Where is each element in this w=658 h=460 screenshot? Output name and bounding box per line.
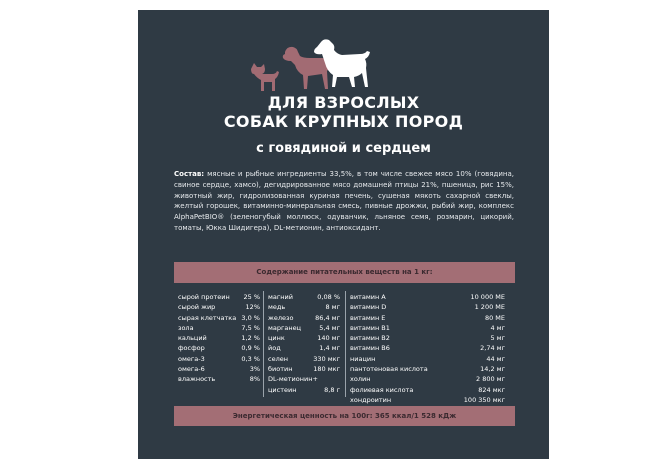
- nutrient-name: пантотеновая кислота: [350, 365, 428, 374]
- nutrient-row: [178, 333, 260, 343]
- nutrient-name: омега-3: [178, 354, 205, 363]
- nutrient-value: 3%: [249, 365, 260, 374]
- nutrient-row: [268, 333, 340, 343]
- nutrient-name: марганец: [268, 323, 302, 332]
- nutrient-value: 5,4 мг: [319, 323, 340, 332]
- nutrient-value: 330 мкг: [313, 354, 340, 363]
- nutrient-value: 25 %: [243, 293, 260, 301]
- product-label-panel: [138, 10, 549, 459]
- nutrient-row: [350, 374, 505, 384]
- composition-text: [174, 169, 514, 234]
- nutrition-column-macros: [178, 292, 260, 397]
- nutrient-row: [268, 385, 340, 395]
- nutrient-value: 2,74 мг: [480, 344, 505, 353]
- nutrient-value: 80 МЕ: [484, 313, 505, 322]
- nutrient-row: [350, 385, 505, 395]
- nutrient-row: [178, 302, 260, 312]
- nutrient-row: [268, 374, 340, 384]
- nutrient-row: [350, 354, 505, 364]
- title-line-2: СОБАК КРУПНЫХ ПОРОД: [223, 112, 464, 131]
- nutrient-value: 0,9 %: [241, 344, 260, 353]
- nutrient-value: 0,3 %: [241, 354, 260, 363]
- nutrient-name: холин: [350, 375, 371, 384]
- nutrient-name: сырая клетчатка: [178, 313, 237, 322]
- nutrient-row: [178, 374, 260, 384]
- nutrient-row: [178, 364, 260, 374]
- nutrient-value: 1,2 %: [241, 334, 260, 343]
- dogs-icon: [245, 36, 373, 92]
- nutrient-name: железо: [268, 313, 294, 322]
- nutrient-value: 7,5 %: [241, 323, 260, 332]
- nutrient-name: биотин: [268, 365, 293, 374]
- nutrient-value: 824 мкг: [478, 385, 505, 394]
- nutrient-value: 10 000 МЕ: [470, 293, 505, 301]
- nutrient-name: витамин В2: [350, 334, 390, 343]
- nutrient-value: 14,2 мг: [480, 365, 505, 374]
- nutrient-value: 12%: [245, 303, 260, 312]
- nutrient-name: цинк: [268, 334, 285, 343]
- nutrient-name: фосфор: [178, 344, 205, 353]
- composition-label: Состав:: [174, 170, 205, 178]
- nutrient-value: 4 мг: [490, 323, 505, 332]
- nutrient-value: 180 мкг: [313, 365, 340, 374]
- nutrient-value: 44 мг: [486, 354, 505, 363]
- nutrient-row: [268, 302, 340, 312]
- nutrient-row: [350, 364, 505, 374]
- nutrient-row: [350, 302, 505, 312]
- nutrient-value: 3,0 %: [241, 313, 260, 322]
- nutrient-name: витамин D: [350, 303, 387, 312]
- nutrient-name: DL-метионин+: [268, 375, 318, 384]
- nutrient-name: витамин А: [350, 293, 386, 301]
- nutrient-value: 2 800 мг: [476, 375, 505, 384]
- nutrient-name: фолиевая кислота: [350, 385, 414, 394]
- nutrient-value: 1,4 мг: [319, 344, 340, 353]
- nutrient-name: цистеин: [268, 385, 297, 394]
- nutrient-value: 1 200 МЕ: [474, 303, 505, 312]
- title-line-1: ДЛЯ ВЗРОСЛЫХ: [267, 93, 420, 112]
- column-divider: [263, 291, 264, 397]
- nutrient-name: магний: [268, 293, 294, 301]
- column-divider: [345, 291, 346, 397]
- nutrient-name: омега-6: [178, 365, 205, 374]
- small-dog-icon: [251, 63, 279, 91]
- energy-value-band: Энергетическая ценность на 100г: 365 ккал/1 528 кДж: [174, 406, 515, 426]
- nutrient-row: [268, 354, 340, 364]
- nutrition-header: Содержание питательных веществ на 1 кг:: [174, 262, 515, 283]
- nutrition-column-vitamins: [350, 292, 505, 404]
- nutrient-row: [178, 292, 260, 302]
- nutrient-row: [178, 323, 260, 333]
- nutrient-name: кальций: [178, 334, 207, 343]
- nutrient-name: влажность: [178, 375, 216, 384]
- nutrient-value: 0,08 %: [317, 293, 340, 301]
- nutrient-name: ниацин: [350, 354, 376, 363]
- nutrient-value: 5 мг: [490, 334, 505, 343]
- nutrient-row: [350, 343, 505, 353]
- nutrition-column-minerals: [268, 292, 340, 397]
- nutrient-row: [350, 333, 505, 343]
- nutrient-value: 8 мг: [325, 303, 340, 312]
- nutrient-row: [268, 343, 340, 353]
- nutrient-name: сырой жир: [178, 303, 216, 312]
- nutrient-value: 100 350 мкг: [463, 395, 505, 404]
- nutrient-value: 8%: [249, 375, 260, 384]
- nutrient-row: [350, 323, 505, 333]
- nutrient-row: [268, 292, 340, 302]
- nutrient-row: [268, 364, 340, 374]
- composition-body: мясные и рыбные ингредиенты 33,5%, в том числе свежее мясо 10% (говядина, свиное сердце, хамсо), дегидрированное мясо домашней птицы 21%, пшеница, рис 15%, животный жир, гидролизованная куриная печень, сушеная мякоть сахарной свеклы, желтый горошек, витаминно-минеральная смесь, пивные дрожжи, рыбий жир, комплекс AlphaPetBIO® (зеленогубый моллюск, одуванчик, льняное семя, розмарин, цикорий, томаты, Юкка Шидигера), DL-метионин, антиоксидант.: [174, 170, 514, 232]
- nutrient-row: [350, 395, 505, 405]
- nutrient-name: витамин Е: [350, 313, 386, 322]
- nutrient-name: йод: [268, 344, 281, 353]
- nutrient-name: сырой протеин: [178, 293, 230, 301]
- nutrient-name: селен: [268, 354, 288, 363]
- nutrient-name: витамин В1: [350, 323, 390, 332]
- nutrient-row: [268, 313, 340, 323]
- nutrient-row: [178, 354, 260, 364]
- nutrient-value: 140 мг: [317, 334, 340, 343]
- subtitle: с говядиной и сердцем: [256, 141, 431, 156]
- nutrient-row: [350, 292, 505, 302]
- nutrient-value: 86,4 мг: [315, 313, 340, 322]
- nutrient-name: хондроитин: [350, 395, 392, 404]
- nutrient-row: [178, 343, 260, 353]
- nutrient-row: [178, 313, 260, 323]
- nutrient-value: 8,8 г: [324, 385, 340, 394]
- nutrient-row: [350, 313, 505, 323]
- nutrient-name: медь: [268, 303, 286, 312]
- nutrient-row: [268, 323, 340, 333]
- nutrient-name: витамин В6: [350, 344, 390, 353]
- nutrient-name: зола: [178, 323, 194, 332]
